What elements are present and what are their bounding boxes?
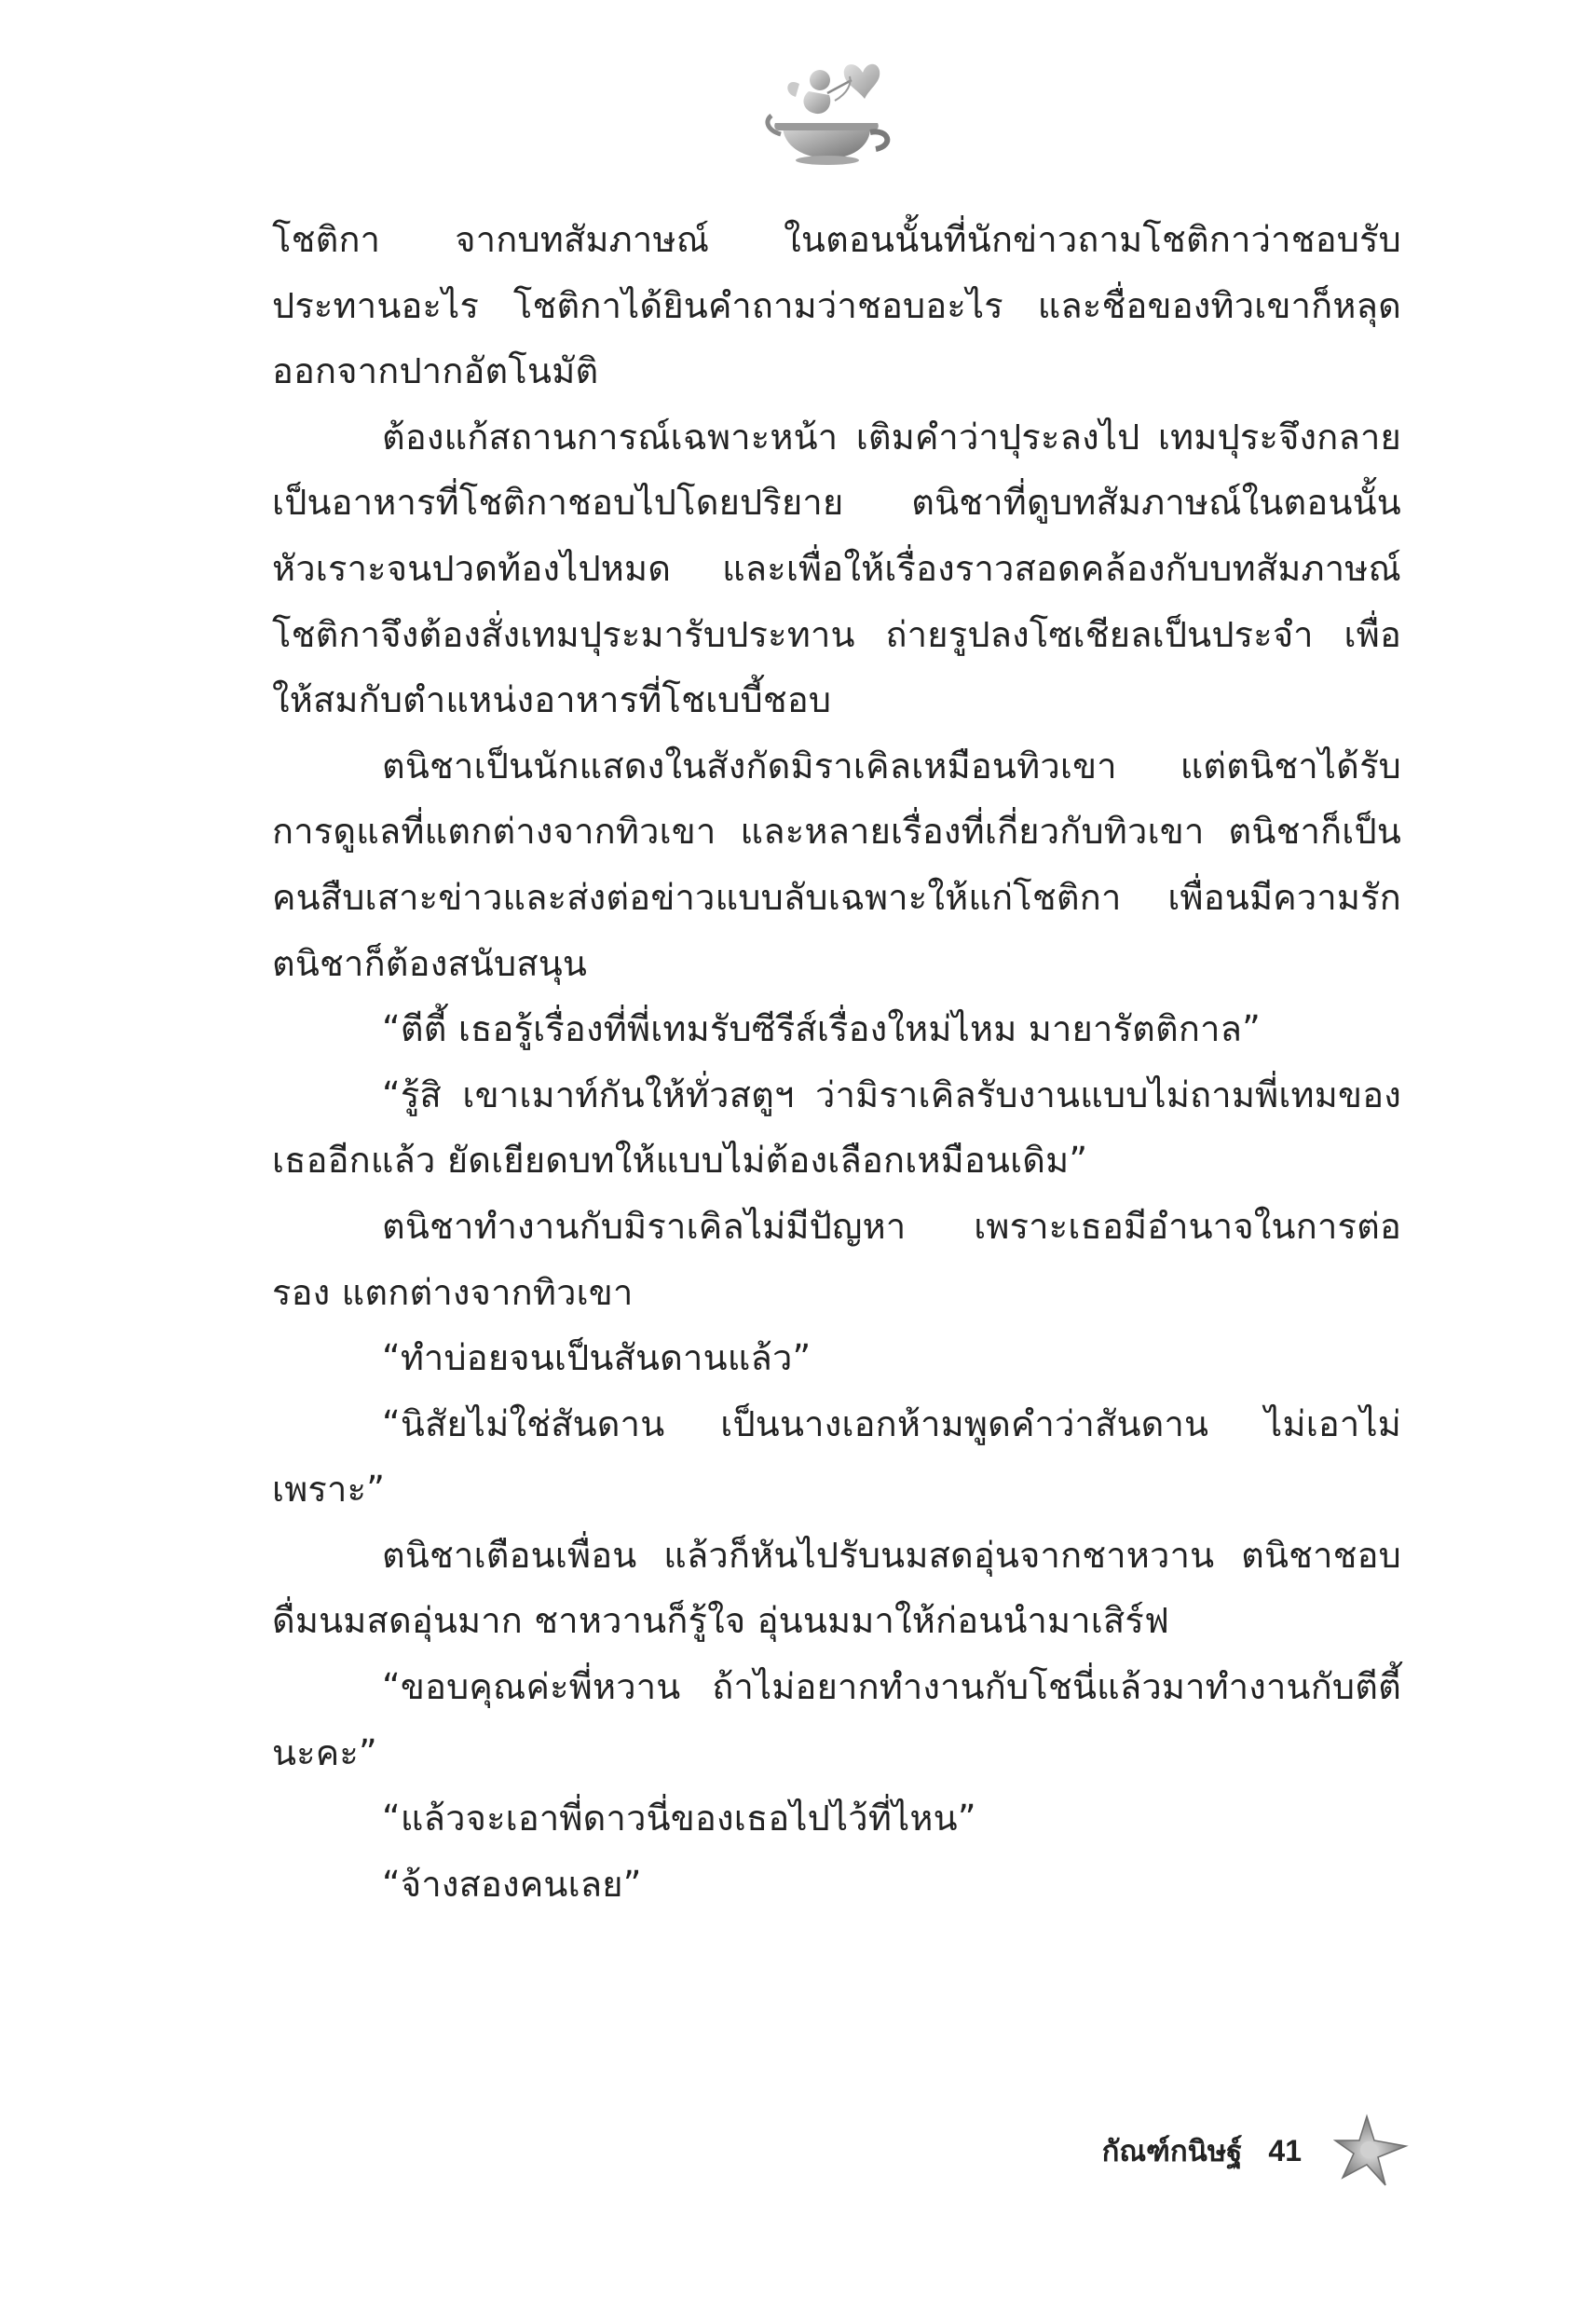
dialogue-line: “จ้างสองคนเลย”: [382, 1863, 642, 1905]
paragraph: โชติกา จากบทสัมภาษณ์ ในตอนนั้นที่นักข่าวถามโชติกาว่าชอบรับประทานอะไร โชติกาได้ยินคำถามว่าชอบอะไร และชื่อของทิวเขาก็หลุดออกจากปากอัตโนมัติ: [272, 219, 1401, 392]
dialogue-line: “ตีตี้ เธอรู้เรื่องที่พี่เทมรับซีรีส์เรื่องใหม่ไหม มายารัตติกาล”: [382, 1008, 1262, 1050]
paragraph: ตนิชาทำงานกับมิราเคิลไม่มีปัญหา เพราะเธอมีอำนาจในการต่อรอง แตกต่างจากทิวเขา: [272, 1205, 1401, 1313]
dialogue-line: “แล้วจะเอาพี่ดาวนี่ของเธอไปไว้ที่ไหน”: [382, 1798, 976, 1839]
star-ornament-icon: [1333, 2113, 1410, 2189]
dialogue-line: “นิสัยไม่ใช่สันดาน เป็นนางเอกห้ามพูดคำว่าสันดาน ไม่เอาไม่เพราะ”: [272, 1402, 1401, 1511]
paragraph: ต้องแก้สถานการณ์เฉพาะหน้า เติมคำว่าปุระลงไป เทมปุระจึงกลายเป็นอาหารที่โชติกาชอบไปโดยปริยาย ตนิชาที่ดูบทสัมภาษณ์ในตอนนั้น หัวเราะจนปวดท้องไปหมด และเพื่อให้เรื่องราวสอดคล้องกับบทสัมภาษณ์ โชติกาจึงต้องสั่งเทมปุระมารับประทาน ถ่ายรูปลงโซเชียลเป็นประจำ เพื่อให้สมกับตำแหน่งอาหารที่โชเบบี้ชอบ: [272, 416, 1401, 721]
book-title: กัณฑ์กนิษฐ์: [1101, 2135, 1243, 2168]
body-text: [272, 207, 1401, 1917]
page-number: 41: [1268, 2133, 1302, 2167]
cupid-teacup-icon: [762, 56, 902, 166]
page-footer: [1102, 2113, 1410, 2188]
dialogue-line: “ทำบ่อยจนเป็นสันดานแล้ว”: [382, 1337, 812, 1379]
dialogue-line: “รู้สิ เขาเมาท์กันให้ทั่วสตูฯ ว่ามิราเคิลรับงานแบบไม่ถามพี่เทมของเธออีกแล้ว ยัดเยียดบทให้แบบไม่ต้องเลือกเหมือนเดิม”: [272, 1073, 1401, 1182]
paragraph: ตนิชาเตือนเพื่อน แล้วก็หันไปรับนมสดอุ่นจากชาหวาน ตนิชาชอบดื่มนมสดอุ่นมาก ชาหวานก็รู้ใจ อุ่นนมมาให้ก่อนนำมาเสิร์ฟ: [272, 1534, 1401, 1642]
paragraph: ตนิชาเป็นนักแสดงในสังกัดมิราเคิลเหมือนทิวเขา แต่ตนิชาได้รับการดูแลที่แตกต่างจากทิวเขา และหลายเรื่องที่เกี่ยวกับทิวเขา ตนิชาก็เป็นคนสืบเสาะข่าวและส่งต่อข่าวแบบลับเฉพาะให้แก่โชติกา เพื่อนมีความรัก ตนิชาก็ต้องสนับสนุน: [272, 745, 1401, 984]
dialogue-line: “ขอบคุณค่ะพี่หวาน ถ้าไม่อยากทำงานกับโชนี่แล้วมาทำงานกับตีตี้นะคะ”: [272, 1666, 1401, 1773]
